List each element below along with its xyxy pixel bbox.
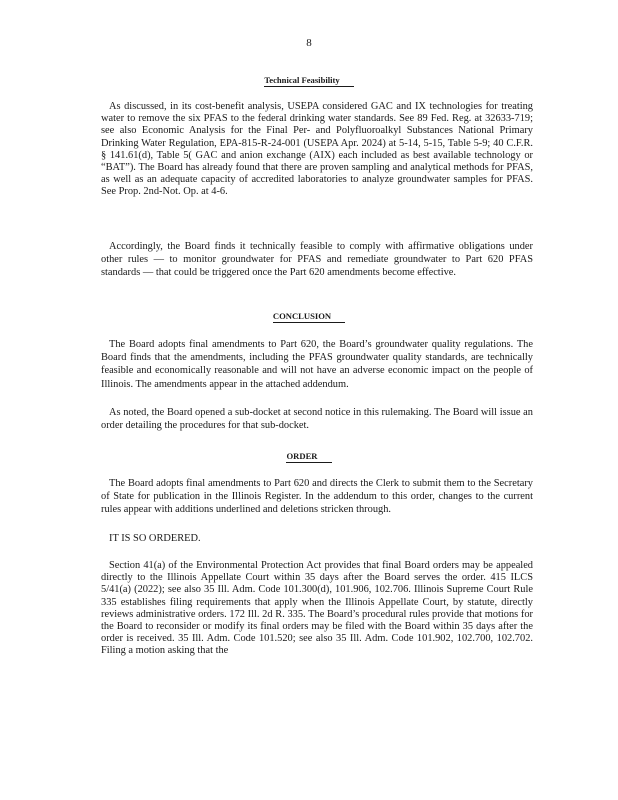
paragraph-conclusion-subdocket: As noted, the Board opened a sub-docket at second notice in this rulemaking. The Board will issue an order detailing the procedures for that sub-docket.: [101, 407, 533, 432]
page-number: 8: [306, 37, 312, 49]
section-heading-order: ORDER: [0, 451, 618, 463]
paragraph-technical-feasibility-finding: Accordingly, the Board finds it technically feasible to comply with affirmative obligations under other rules — to monitor groundwater for PFAS and remediate groundwater to Part 620 PFAS standards — that could be triggered once the Part 620 amendments become effective.: [101, 241, 533, 279]
paragraph-appeal-rights: Section 41(a) of the Environmental Protection Act provides that final Board orders may be appealed directly to the Illinois Appellate Court within 35 days after the Board serves the order. 415 ILCS 5/41(a) (2022); see also 35 Ill. Adm. Code 101.300(d), 101.906, 102.706. Illinois Supreme Court Rule 335 establishes filing requirements that apply when the Illinois Appellate Court, by statute, directly reviews administrative orders. 172 Ill. 2d R. 335. The Board’s procedural rules provide that motions for the Board to reconsider or modify its final orders may be filed with the Board within 35 days after the order is received. 35 Ill. Adm. Code 101.520; see also 35 Ill. Adm. Code 101.902, 102.700, 102.702. Filing a motion asking that the: [101, 560, 533, 657]
so-ordered-line: IT IS SO ORDERED.: [109, 533, 201, 544]
paragraph-conclusion-adoption: The Board adopts final amendments to Part 620, the Board’s groundwater quality regulations. The Board finds that the amendments, including the PFAS groundwater quality standards, are technically feasible and economically reasonable and will not have an adverse economic impact on the people of Illinois. The amendments appear in the attached addendum.: [101, 339, 533, 390]
paragraph-order-directive: The Board adopts final amendments to Part 620 and directs the Clerk to submit them to the Secretary of State for publication in the Illinois Register. In the addendum to this order, changes to the current rules appear with additions underlined and deletions stricken through.: [101, 478, 533, 516]
paragraph-technical-feasibility-analysis: As discussed, in its cost-benefit analysis, USEPA considered GAC and IX technologies for treating water to remove the six PFAS to the federal drinking water standards. See 89 Fed. Reg. at 32633-719; see also Economic Analysis for the Final Per- and Polyfluoroalkyl Substances National Primary Drinking Water Regulation, EPA-815-R-24-001 (USEPA Apr. 2024) at 5-14, 5-15, Table 5-9; 40 C.F.R. § 141.61(d), Table 5( GAC and anion exchange (AIX) each included as best available technology or “BAT”). The Board has already found that there are proven sampling and analytical methods for PFAS, as well as an adequate capacity of accredited laboratories to analyze groundwater samples for PFAS. See Prop. 2nd-Not. Op. at 4-6.: [101, 101, 533, 198]
section-heading-technical-feasibility: Technical Feasibility: [0, 75, 618, 87]
section-heading-conclusion: CONCLUSION: [0, 311, 618, 323]
